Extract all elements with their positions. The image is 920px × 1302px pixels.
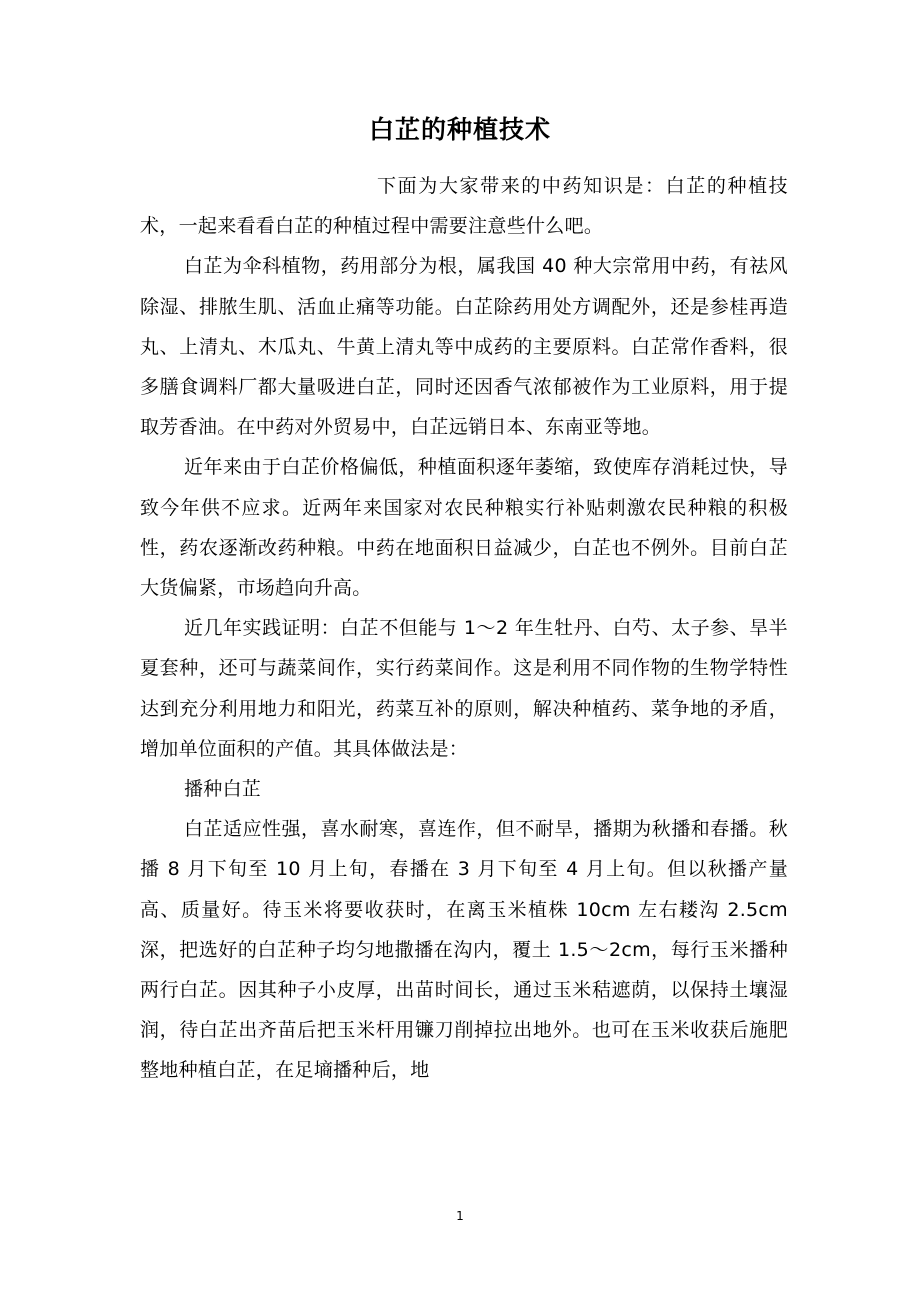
page-number: 1 (456, 1209, 464, 1223)
document-body (140, 166, 788, 1091)
intro-paragraph: 下面为大家带来的中药知识是：白芷的种植技术，一起来看看白芷的种植过程中需要注意些什么吧。 (140, 175, 788, 238)
section-heading-sowing: 播种白芷 (184, 778, 262, 801)
paragraph-overview: 白芷为伞科植物，药用部分为根，属我国 40 种大宗常用中药，有祛风除湿、排脓生肌、活血止痛等功能。白芷除药用处方调配外，还是参桂再造丸、上清丸、木瓜丸、牛黄上清丸等中成药的主要原料。白芷常作香料，很多膳食调料厂都大量吸进白芷，同时还因香气浓郁被作为工业原料，用于提取芳香油。在中药对外贸易中，白芷远销日本、东南亚等地。 (140, 255, 788, 439)
paragraph-market: 近年来由于白芷价格偏低，种植面积逐年萎缩，致使库存消耗过快，导致今年供不应求。近两年来国家对农民种粮实行补贴刺激农民种粮的积极性，药农逐渐改药种粮。中药在地面积日益减少，白芷也不例外。目前白芷大货偏紧，市场趋向升高。 (140, 456, 788, 600)
paragraph-intercropping: 近几年实践证明：白芷不但能与 1～2 年生牡丹、白芍、太子参、旱半夏套种，还可与蔬菜间作，实行药菜间作。这是利用不同作物的生物学特性达到充分利用地力和阳光，药菜互补的原则，解决种植药、菜争地的矛盾，增加单位面积的产值。其具体做法是： (140, 617, 788, 760)
paragraph-sowing: 白芷适应性强，喜水耐寒，喜连作，但不耐旱，播期为秋播和春播。秋播 8 月下旬至 10 月上旬，春播在 3 月下旬至 4 月上旬。但以秋播产量高、质量好。待玉米将要收获时，在离玉米植株 10cm 左右耧沟 2.5cm 深，把选好的白芷种子均匀地撒播在沟内，覆土 1.5～2cm，每行玉米播种两行白芷。因其种子小皮厚，出苗时间长，通过玉米秸遮荫，以保持土壤湿润，待白芷出齐苗后把玉米杆用镰刀削掉拉出地外。也可在玉米收获后施肥整地种植白芷，在足墒播种后，地 (140, 818, 788, 1082)
document-title: 白芷的种植技术 (368, 115, 551, 144)
